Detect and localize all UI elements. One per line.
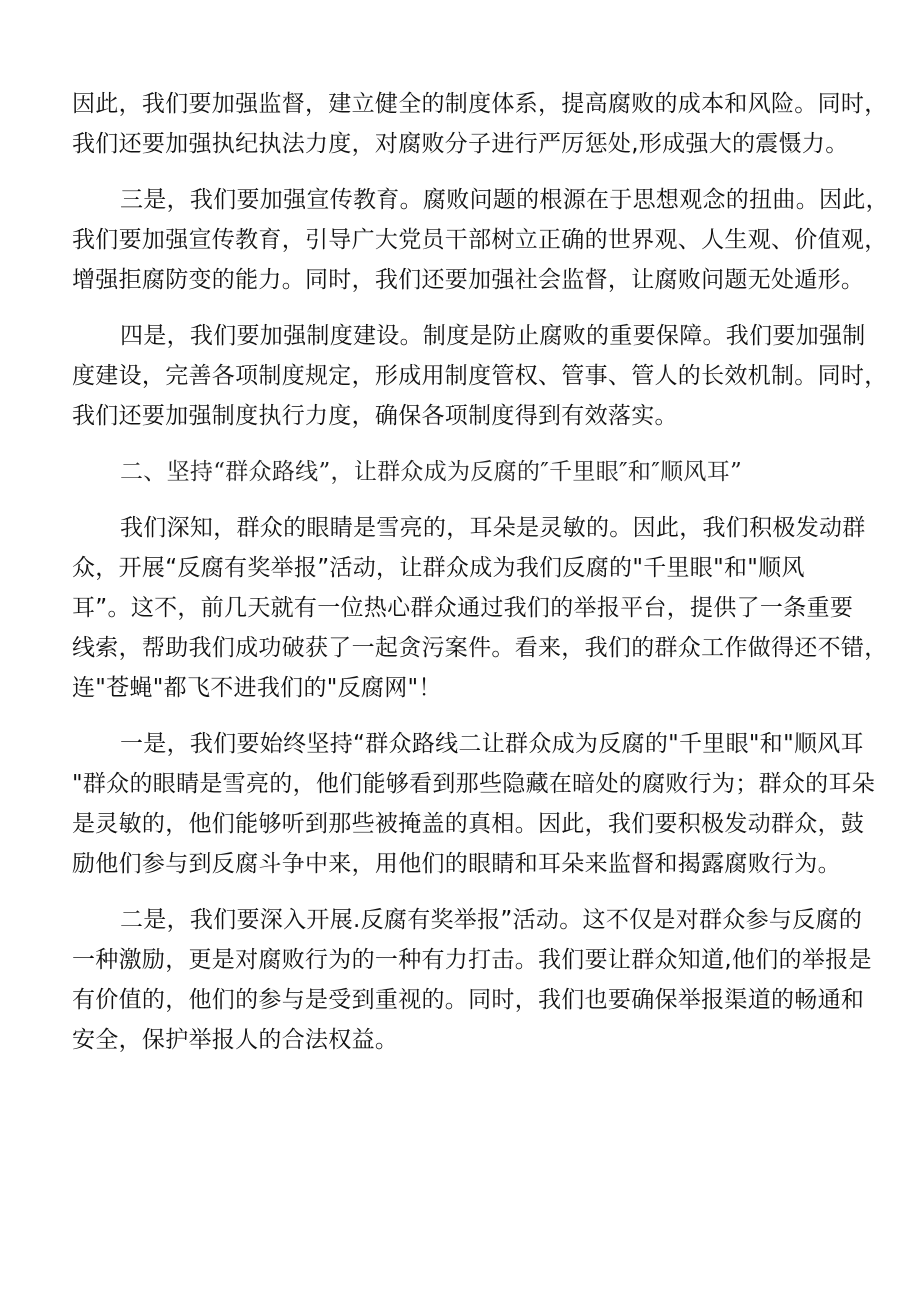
- document-body: [72, 84, 889, 1060]
- text-line: 四是，我们要加强制度建设。制度是防止腐败的重要保障。我们要加强制: [120, 323, 866, 349]
- text-line: 有价值的，他们的参与是受到重视的。同时，我们也要确保举报渠道的畅通和: [72, 987, 865, 1013]
- section-heading: [72, 452, 884, 492]
- text-line: 我们要加强宣传教育，引导广大党员干部树立正确的世界观、人生观、价值观，: [72, 227, 888, 253]
- text-line: 我们还要加强制度执行力度，确保各项制度得到有效落实。: [72, 403, 678, 429]
- paragraph-mass-line-intro: [72, 508, 888, 708]
- text-line: 因此，我们要加强监督，建立健全的制度体系，提高腐败的成本和风险。同时，: [72, 91, 888, 117]
- paragraph-point-one: [72, 724, 884, 884]
- paragraph-point-four: [72, 316, 888, 436]
- text-line: 励他们参与到反腐斗争中来，用他们的眼睛和耳朵来监督和揭露腐败行为。: [72, 851, 841, 877]
- paragraph-point-two: [72, 900, 884, 1060]
- paragraph-gap: [72, 492, 884, 508]
- text-line: 二是，我们要深入开展.反腐有奖举报”活动。这不仅是对群众参与反腐的: [120, 907, 863, 933]
- text-line: 连"苍蝇"都飞不进我们的"反腐网"！: [72, 675, 442, 701]
- text-line: 安全，保护举报人的合法权益。: [72, 1027, 399, 1053]
- text-line: 是灵敏的，他们能够听到那些被掩盖的真相。因此，我们要积极发动群众，鼓: [72, 811, 865, 837]
- text-line: 一是，我们要始终坚持“群众路线二让群众成为反腐的"千里眼"和"顺风耳: [120, 731, 864, 757]
- paragraph-gap: [72, 436, 884, 452]
- paragraph-gap: [72, 164, 884, 180]
- text-line: 增强拒腐防变的能力。同时，我们还要加强社会监督，让腐败问题无处遁形。: [72, 267, 865, 293]
- text-line: 一种激励，更是对腐败行为的一种有力打击。我们要让群众知道,他们的举报是: [72, 947, 872, 973]
- text-line: "群众的眼睛是雪亮的，他们能够看到那些隐藏在暗处的腐败行为；群众的耳朵: [72, 771, 876, 797]
- paragraph-supervision: [72, 84, 888, 164]
- text-line: 三是，我们要加强宣传教育。腐败问题的根源在于思想观念的扭曲。因此，: [120, 187, 889, 213]
- text-line: 线索，帮助我们成功破获了一起贪污案件。看来，我们的群众工作做得还不错，: [72, 635, 888, 661]
- text-line: 众，开展“反腐有奖举报”活动，让群众成为我们反腐的"千里眼"和"顺风: [72, 555, 805, 581]
- text-line: 我们深知，群众的眼睛是雪亮的，耳朵是灵敏的。因此，我们积极发动群: [120, 515, 866, 541]
- text-line: 我们还要加强执纪执法力度，对腐败分子进行严厉惩处,形成强大的震慑力。: [72, 131, 849, 157]
- paragraph-gap: [72, 884, 884, 900]
- paragraph-point-three: [72, 180, 889, 300]
- heading-text: 二、坚持“群众路线”，让群众成为反腐的″千里眼″和″顺风耳”: [120, 459, 743, 485]
- paragraph-gap: [72, 300, 884, 316]
- text-line: 度建设，完善各项制度规定，形成用制度管权、管事、管人的长效机制。同时，: [72, 363, 888, 389]
- paragraph-gap: [72, 708, 884, 724]
- text-line: 耳”。这不，前几天就有一位热心群众通过我们的举报平台，提供了一条重要: [72, 595, 854, 621]
